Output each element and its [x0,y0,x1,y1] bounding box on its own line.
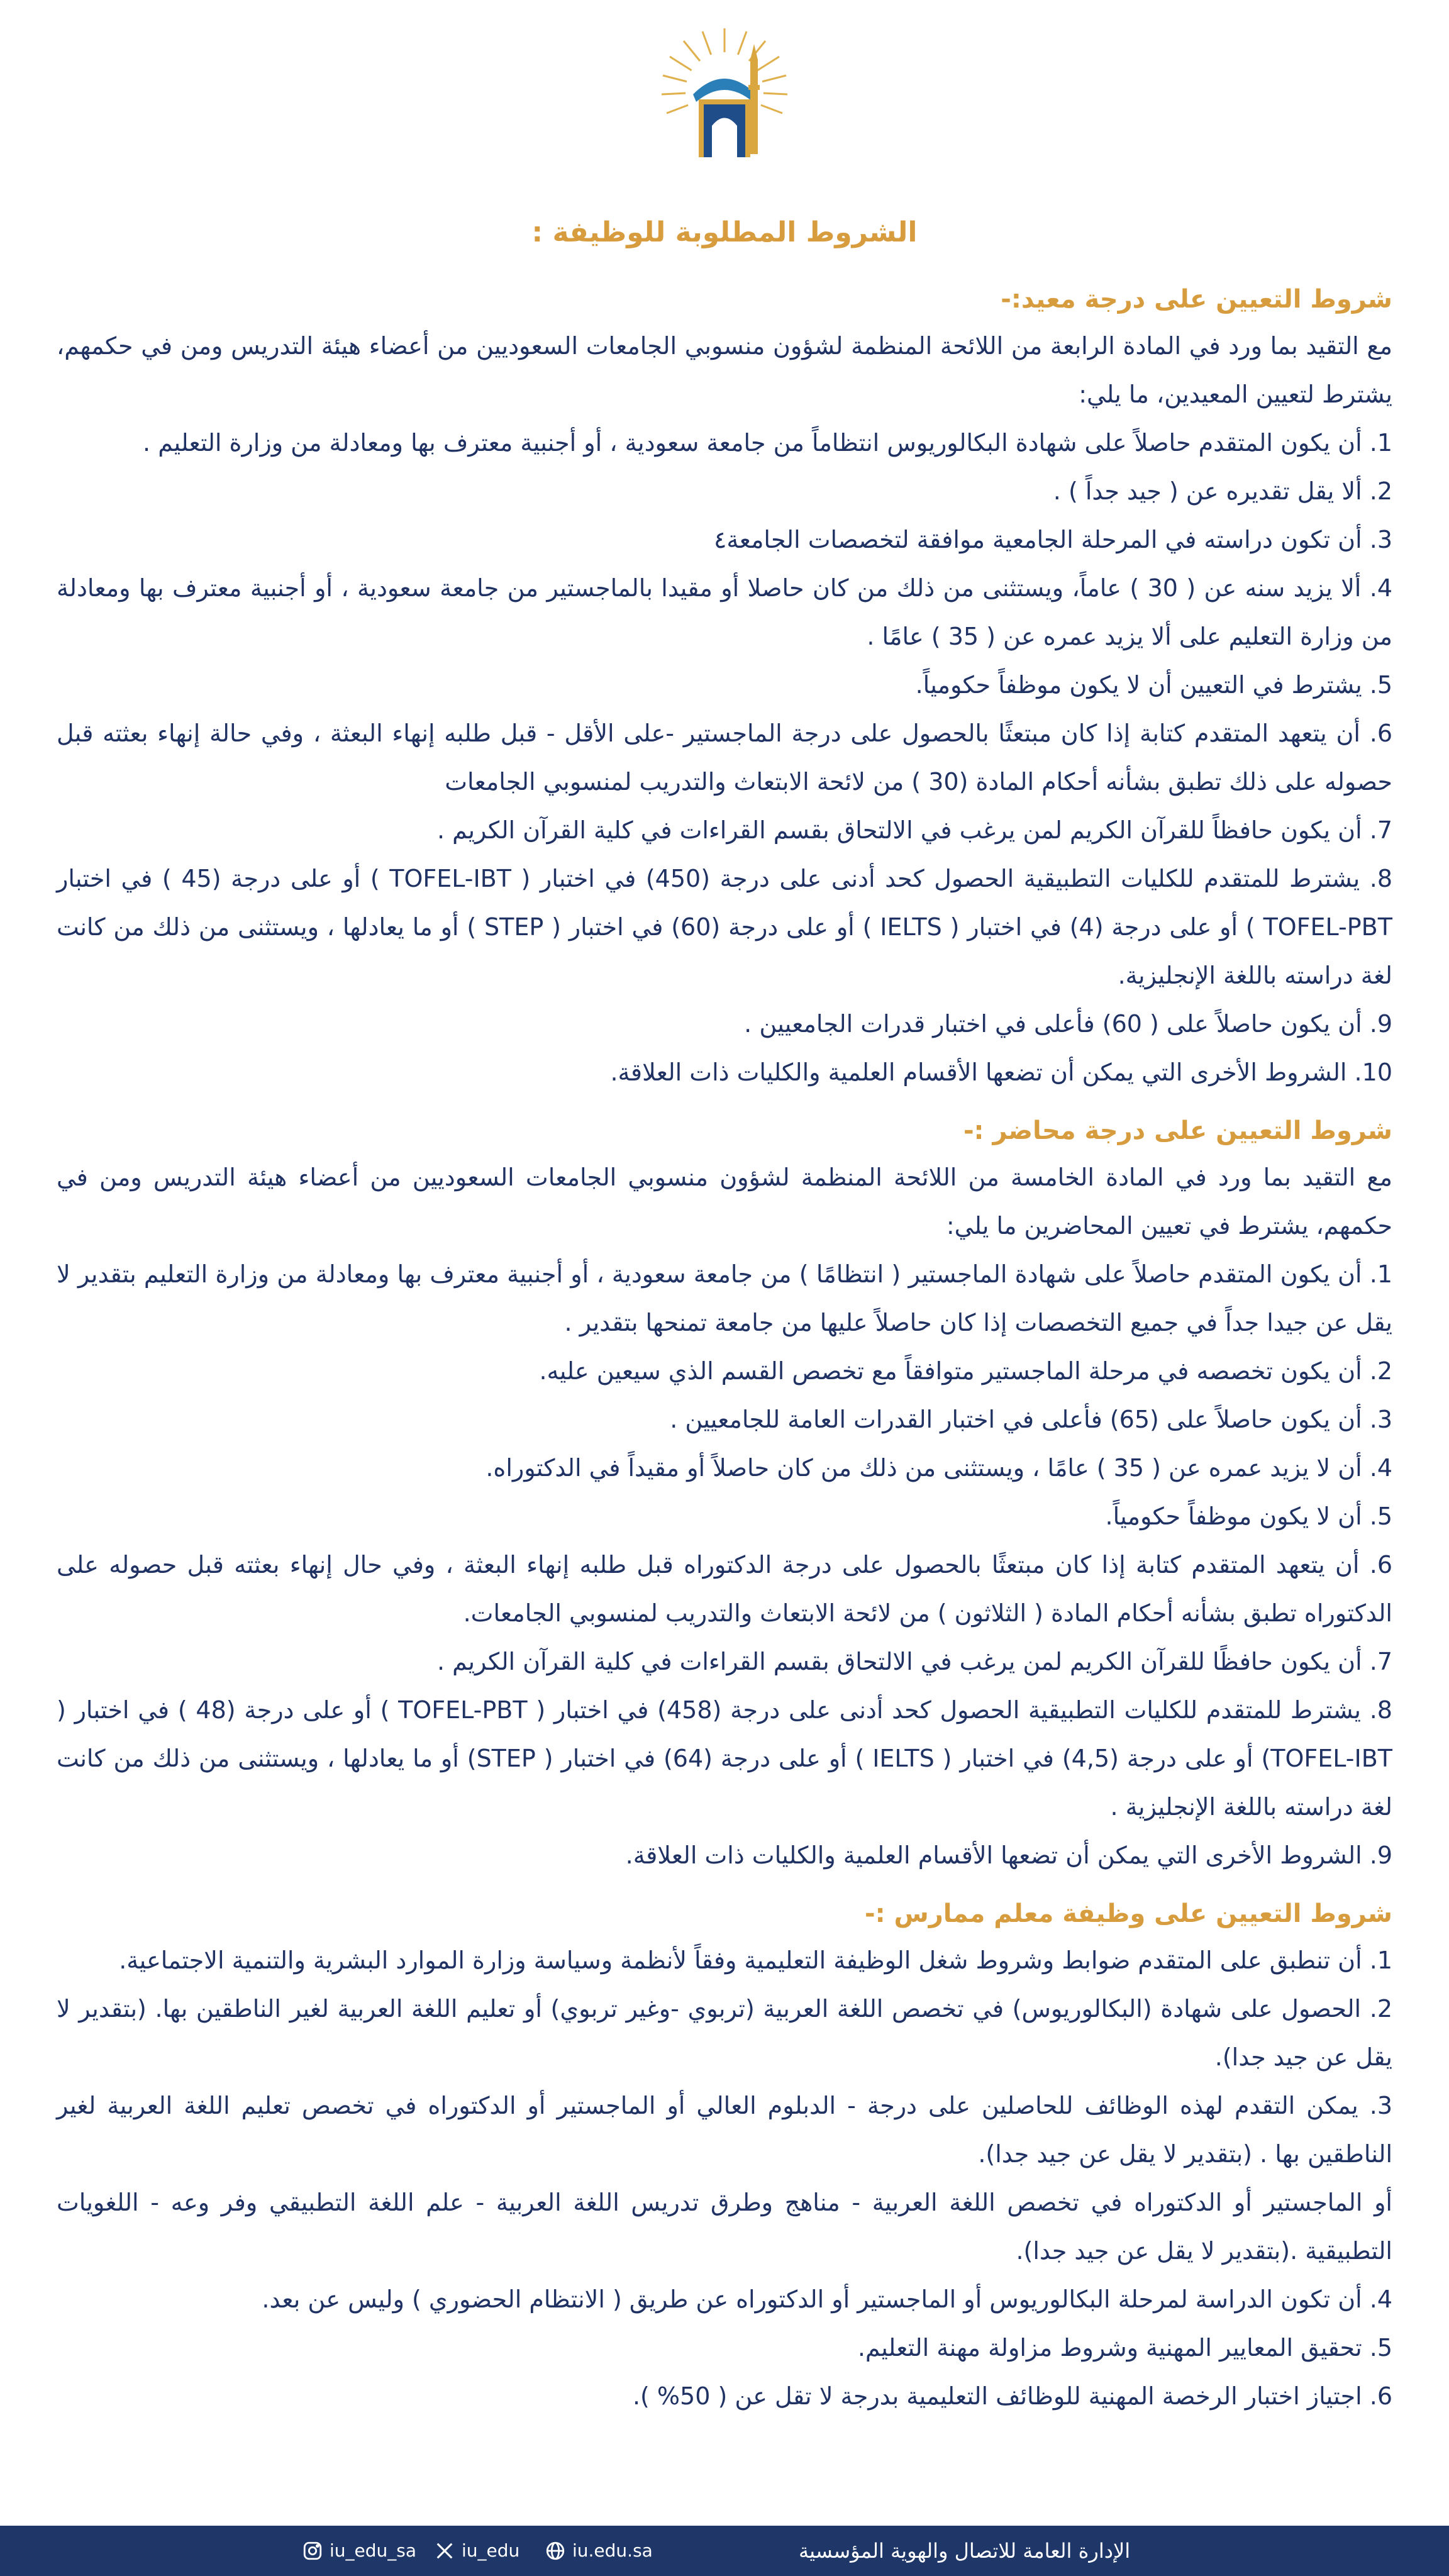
job-requirements [57,208,1392,2432]
list-item: 5. يشترط في التعيين أن لا يكون موظفاً حكومياً. [915,671,1392,699]
section-lecturer [57,1108,1392,1880]
section-heading: شروط التعيين على درجة محاضر :- [963,1116,1392,1145]
requirements-list [57,1250,1392,1880]
section-teaching-assistant [57,277,1392,1097]
list-item: 4. ألا يزيد سنه عن ( 30 ) عاماً، ويستثنى من ذلك من كان حاصلا أو مقيدا بالماجستير من جامعة سعودية ، أو أجنبية معترف بها ومعادلة من وزارة التعليم على ألا يزيد عمره عن ( 35 ) عامًا . [57,574,1392,650]
list-item: 8. يشترط للمتقدم للكليات التطبيقية الحصول كحد أدنى على درجة (458) في اختبار ( TOFEL-PBT ) أو على درجة (48 ) في اختبار ( TOFEL-IBT) أو على درجة (4,5) في اختبار ( IELTS ) أو على درجة (64) في اختبار ( STEP) أو ما يعادلها ، ويستثنى من ذلك من كانت لغة دراسته باللغة الإنجليزية . [57,1696,1392,1821]
list-item: 2. أن يكون تخصصه في مرحلة الماجستير متوافقاً مع تخصص القسم الذي سيعين عليه. [539,1357,1392,1385]
list-item: 2. ألا يقل تقديره عن ( جيد جداً ) . [1053,477,1392,505]
list-item: 5. تحقيق المعايير المهنية وشروط مزاولة مهنة التعليم. [857,2334,1392,2362]
x-icon [434,2540,455,2562]
page-title: الشروط المطلوبة للوظيفة : [531,216,918,248]
list-item: 4. أن تكون الدراسة لمرحلة البكالوريوس أو الماجستير أو الدكتوراه عن طريق ( الانتظام الحضوري ) وليس عن بعد. [262,2285,1392,2313]
list-item: 6. أن يتعهد المتقدم كتابة إذا كان مبتعثًا بالحصول على درجة الدكتوراه قبل طلبه إنهاء البعثة ، وفي حال إنهاء بعثته قبل حصوله على الدكتوراه تطبق بشأنه أحكام المادة ( الثلاثون ) من لائحة الابتعاث والتدريب لمنسوبي الجامعات. [57,1551,1392,1627]
list-item: 3. أن تكون دراسته في المرحلة الجامعية موافقة لتخصصات الجامعة٤ [713,526,1392,553]
list-item: 1. أن تنطبق على المتقدم ضوابط وشروط شغل الوظيفة التعليمية وفقاً لأنظمة وسياسة وزارة الموارد البشرية والتنمية الاجتماعية. [119,1946,1392,1974]
section-intro: مع التقيد بما ورد في المادة الخامسة من اللائحة المنظمة لشؤون منسوبي الجامعات السعوديين من أعضاء هيئة التدريس ومن في حكمهم، يشترط في تعيين المحاضرين ما يلي: [57,1163,1392,1240]
list-item: 9. الشروط الأخرى التي يمكن أن تضعها الأقسام العلمية والكليات ذات العلاقة. [625,1841,1392,1869]
list-item: 3. أن يكون حاصلاً على (65) فأعلى في اختبار القدرات العامة للجامعيين . [670,1406,1392,1433]
requirements-list [57,1936,1392,2421]
section-heading: شروط التعيين على وظيفة معلم ممارس :- [865,1899,1392,1928]
list-item: 5. أن لا يكون موظفاً حكومياً. [1105,1502,1392,1530]
footer-department: الإدارة العامة للاتصال والهوية المؤسسية [799,2539,1131,2563]
x-link[interactable] [434,2526,519,2576]
list-item: 3. يمكن التقدم لهذه الوظائف للحاصلين على درجة - الدبلوم العالي أو الماجستير أو الدكتوراه في تخصص تعليم اللغة العربية لغير الناطقين بها . (بتقدير لا يقل عن جيد جدا). [57,2092,1392,2168]
instagram-icon [302,2540,323,2562]
instagram-link[interactable] [302,2526,416,2576]
list-item: 6. اجتياز اختبار الرخصة المهنية للوظائف التعليمية بدرجة لا تقل عن ( 50% ). [632,2382,1392,2410]
list-item: 1. أن يكون المتقدم حاصلاً على شهادة البكالوريوس انتظاماً من جامعة سعودية ، أو أجنبية معترف بها ومعادلة من وزارة التعليم . [143,429,1392,457]
requirements-list [57,419,1392,1097]
list-item: 1. أن يكون المتقدم حاصلاً على شهادة الماجستير ( انتظامًا ) من جامعة سعودية ، أو أجنبية معترف بها ومعادلة من وزارة التعليم بتقدير لا يقل عن جيدا جداً في جميع التخصصات إذا كان حاصلاً عليها من جامعة تمنحها بتقدير . [57,1260,1392,1336]
globe-icon [545,2540,566,2562]
list-item: 4. أن لا يزيد عمره عن ( 35 ) عامًا ، ويستثنى من ذلك من كان حاصلاً أو مقيداً في الدكتوراه. [486,1454,1392,1482]
section-practicing-teacher [57,1891,1392,2421]
website-url: iu.edu.sa [572,2540,653,2561]
list-item: 10. الشروط الأخرى التي يمكن أن تضعها الأقسام العلمية والكليات ذات العلاقة. [610,1058,1392,1086]
section-intro: مع التقيد بما ورد في المادة الرابعة من اللائحة المنظمة لشؤون منسوبي الجامعات السعوديين من أعضاء هيئة التدريس ومن في حكمهم، يشترط لتعيين المعيدين، ما يلي: [57,332,1392,408]
instagram-handle: iu_edu_sa [330,2540,417,2561]
list-item: 8. يشترط للمتقدم للكليات التطبيقية الحصول كحد أدنى على درجة (450) في اختبار ( TOFEL-IBT ) أو على درجة (45 ) في اختبار TOFEL-PBT ) أو على درجة (4) في اختبار ( IELTS ) أو على درجة (60) في اختبار ( STEP ) أو ما يعادلها ، ويستثنى من ذلك من كانت لغة دراسته باللغة الإنجليزية. [57,865,1392,989]
university-logo-icon [658,25,791,164]
section-heading: شروط التعيين على درجة معيد:- [1001,285,1392,314]
list-item: 2. الحصول على شهادة (البكالوريوس) في تخصص اللغة العربية (تربوي -وغير تربوي) أو تعليم اللغة العربية لغير الناطقين بها. (بتقدير لا يقل عن جيد جدا). [57,1995,1392,2071]
footer-bar [0,2526,1449,2576]
list-item: 7. أن يكون حافظاً للقرآن الكريم لمن يرغب في الالتحاق بقسم القراءات في كلية القرآن الكريم . [437,816,1392,844]
x-handle: iu_edu [462,2540,520,2561]
list-item: 9. أن يكون حاصلاً على ( 60) فأعلى في اختبار قدرات الجامعيين . [744,1010,1392,1038]
list-item: 7. أن يكون حافظًا للقرآن الكريم لمن يرغب في الالتحاق بقسم القراءات في كلية القرآن الكريم . [437,1648,1392,1675]
list-item: 6. أن يتعهد المتقدم كتابة إذا كان مبتعثًا بالحصول على درجة الماجستير -على الأقل - قبل طلبه إنهاء البعثة ، وفي حالة إنهاء بعثته قبل حصوله على ذلك تطبق بشأنه أحكام المادة (30 ) من لائحة الابتعاث والتدريب لمنسوبي الجامعات [57,719,1392,796]
website-link[interactable] [545,2526,653,2576]
list-item: أو الماجستير أو الدكتوراه في تخصص اللغة العربية - مناهج وطرق تدريس اللغة العربية - علم اللغة التطبيقي وفر وعه - اللغويات التطبيقية .(بتقدير لا يقل عن جيد جدا). [57,2189,1392,2265]
